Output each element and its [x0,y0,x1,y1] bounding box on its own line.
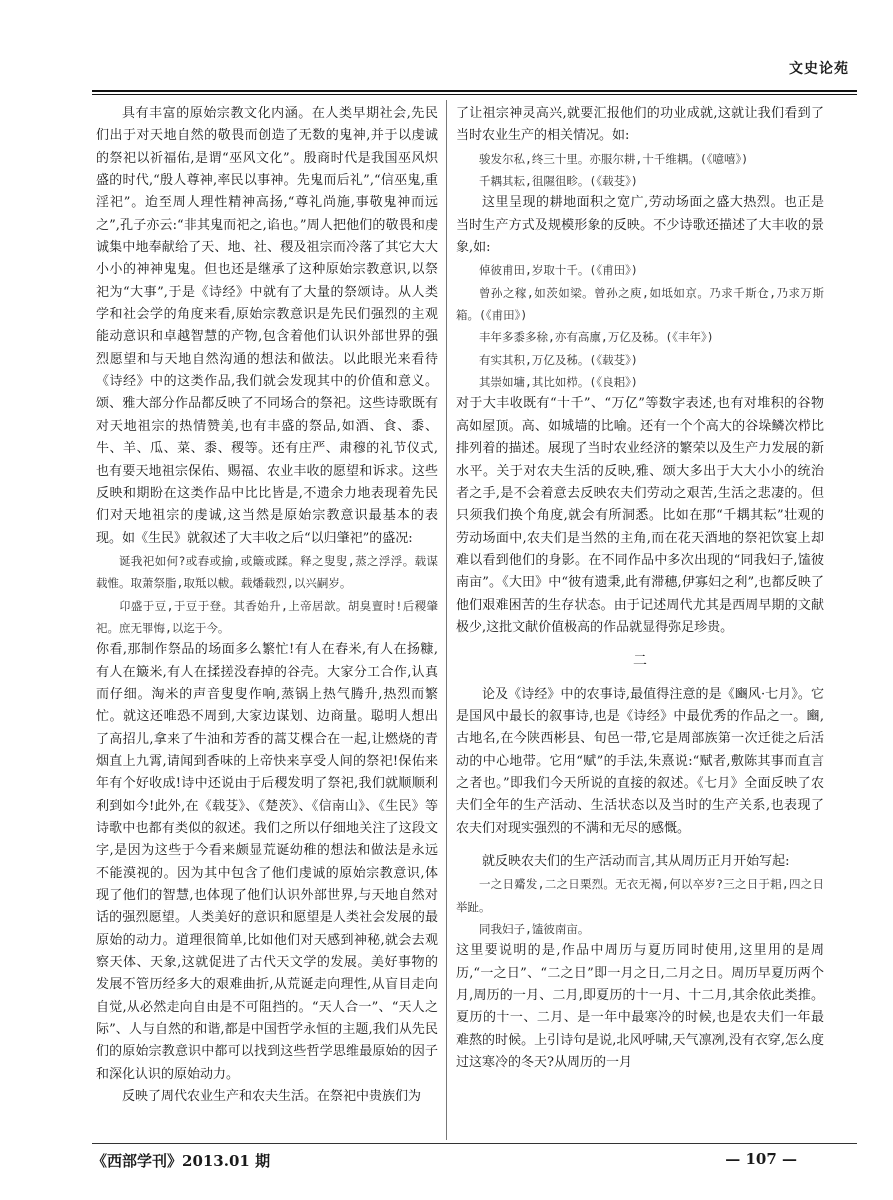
poem-quote: 倬彼甫田,岁取十千。(《甫田》) [479,263,638,278]
poem-quote: 诞我祀如何?或舂或揄,或簸或蹂。释之叟叟,蒸之浮浮。载谋载惟。取萧祭脂,取羝以軷。载燔载烈,以兴嗣岁。 [96,553,438,591]
column-divider [446,100,447,1140]
paragraph: 论及《诗经》中的农事诗,最值得注意的是《豳风·七月》。它是国风中最长的叙事诗,也是《诗经》中最优秀的作品之一。豳,古地名,在今陕西彬县、旬邑一带,它是周部族第一次迁徙之后活动的中心地带。它用“赋”的手法,朱熹说:“赋者,敷陈其事而直言之者也。”即我们今天所说的直接的叙述。《七月》全面反映了农夫们全年的生产活动、生活状态以及当时的生产关系,也表现了农夫们对现实强烈的不满和无尽的感慨。 [456,686,824,836]
poem-quote: 卬盛于豆,于豆于登。其香始升,上帝居歆。胡臭亶时!后稷肇祀。庶无罪悔,以迄于今。 [96,598,438,635]
paragraph: 你看,那制作祭品的场面多么繁忙!有人在舂米,有人在扬糠,有人在簸米,有人在揉搓没舂掉的谷壳。大家分工合作,认真而仔细。淘米的声音叟叟作响,蒸锅上热气腾升,热烈而繁忙。就这还唯恐不周到,大家边谋划、边商量。聪明人想出了高招儿,拿来了牛油和芳香的蒿艾棵合在一起,让燃烧的青烟直上九霄,请闻到香味的上帝快来享受人间的祭祀!保佑来年有个好收成!诗中还说由于后稷发明了祭祀,我们就顺顺利利到如今!此外,在《载芟》、《楚茨》、《信南山》、《生民》等诗歌中也都有类似的叙述。我们之所以仔细地关注了这段文字,是因为这些于今看来颇显荒诞幼稚的想法和做法是永远不能漠视的。因为其中包含了他们虔诚的原始宗教意识,体现了他们的智慧,也体现了他们认识外部世界,与天地自然对话的强烈愿望。人类美好的意识和愿望是人类社会发展的最原始的动力。道理很简单,比如他们对天感到神秘,就会去观察天体、天象,这就促进了古代天文学的发展。美好事物的发展不管历经多大的艰难曲折,从荒诞走向理性,从盲目走向自觉,从必然走向自由是不可阻挡的。“天人合一”、“天人之际”、人与自然的和谐,都是中国哲学永恒的主题,我们从先民们的原始宗教意识中都可以找到这些哲学思维最原始的因子和深化认识的原始动力。 [96,642,438,1082]
footer-rule [92,1143,857,1144]
paragraph: 这里呈现的耕地面积之宽广,劳动场面之盛大热烈。也正是当时生产方式及规模形象的反映。不少诗歌还描述了大丰收的景象,如: [456,195,824,256]
section-label: 文史论苑 [789,61,849,77]
poem-quote: 有实其积,万亿及秭。(《载芟》) [479,352,638,367]
right-column [456,103,824,1074]
page-number: — 107 — [725,1150,797,1168]
paragraph: 反映了周代农业生产和农夫生活。在祭祀中贵族们为 [122,1089,422,1105]
paragraph: 这里要说明的是,作品中周历与夏历同时使用,这里用的是周历,“一之日”、“二之日”即一月之日,二月之日。周历早夏历两个月,周历的一月、二月,即夏历的十一月、十二月,其余依此类推。夏历的十一、二月、是一年中最寒冷的时候,也是农夫们一年最难熬的时候。上引诗句是说,北风呼啸,天气凛冽,没有衣穿,怎么度过这寒冷的冬天?从周历的一月 [456,943,824,1071]
header-rule-thin [92,94,857,95]
poem-quote: 千耦其耘,徂隰徂畛。(《载芟》) [479,174,638,189]
poem-quote: 曾孙之稼,如茨如梁。曾孙之庾,如坻如京。乃求千斯仓,乃求万斯箱。(《甫田》) [456,285,824,323]
paragraph: 了让祖宗神灵高兴,就要汇报他们的功业成就,这就让我们看到了当时农业生产的相关情况。如: [456,106,824,144]
poem-quote: 同我妇子,馌彼南亩。 [479,922,590,937]
poem-quote: 骏发尔私,终三十里。亦服尔耕,十千维耦。(《噫嘻》) [479,151,749,166]
poem-quote: 丰年多黍多稌,亦有高廪,万亿及秭。(《丰年》) [479,330,714,345]
paragraph: 就反映农夫们的生产活动而言,其从周历正月开始写起: [482,854,790,869]
paragraph: 对于大丰收既有“十千”、“万亿”等数字表述,也有对堆积的谷物高如屋顶。高、如城墙的比喻。还有一个个高大的谷垛鳞次栉比排列着的描述。展现了当时农业经济的繁荣以及生产力发展的新水平。关于对农夫生活的反映,雅、颂大多出于大大小小的统治者之手,是不会着意去反映农夫们劳动之艰苦,生活之悲凄的。但只须我们换个角度,就会有所洞悉。比如在那“千耦其耘”壮观的劳动场面中,农夫们是当然的主角,而在花天酒地的祭祀饮宴上却难以看到他们的身影。在不同作品中多次出现的“同我妇子,馌彼南亩”。《大田》中“彼有遗秉,此有滞穗,伊寡妇之利”,也都反映了他们艰难困苦的生存状态。由于记述周代尤其是西周早期的文献极少,这批文献价值极高的作品就显得弥足珍贵。 [456,396,824,635]
journal-issue: 《西部学刊》2013.01 期 [92,1152,271,1170]
header-rule [92,90,857,92]
poem-quote: 一之日觱发,二之日栗烈。无衣无褐,何以卒岁?三之日于耜,四之日举趾。 [456,877,824,914]
poem-quote: 其崇如墉,其比如栉。(《良耜》) [479,375,638,390]
left-column [96,103,438,1108]
section-number: 二 [633,653,647,670]
paragraph: 具有丰富的原始宗教文化内涵。在人类早期社会,先民们出于对天地自然的敬畏而创造了无数的鬼神,并于以虔诚的祭祀以祈福佑,是谓“巫风文化”。殷商时代是我国巫风炽盛的时代,“殷人尊神,率民以事神。先鬼而后礼”,“信巫鬼,重淫祀”。迨至周人理性精神高扬,“尊礼尚施,事敬鬼神而远之”,孔子亦云:“非其鬼而祀之,谄也。”周人把他们的敬畏和虔诚集中地奉献给了天、地、社、稷及祖宗而冷落了其它大大小小的神神鬼鬼。但也还是继承了这种原始宗教意识,以祭祀为“大事”,于是《诗经》中就有了大量的祭颂诗。从人类学和社会学的角度来看,原始宗教意识是先民们强烈的主观能动意识和卓越智慧的产物,包含着他们认识外部世界的强烈愿望和与天地自然沟通的想法和做法。以此眼光来看待《诗经》中的这类作品,我们就会发现其中的价值和意义。颂、雅大部分作品都反映了不同场合的祭祀。这些诗歌既有对天地祖宗的热情赞美,也有丰盛的祭品,如酒、食、黍、牛、羊、瓜、菜、黍、稷等。还有庄严、肃穆的礼节仪式,也有要天地祖宗保佑、赐福、农业丰收的愿望和诉求。这些反映和期盼在这类作品中比比皆是,不遗余力地表现着先民们对天地祖宗的虔诚,这当然是原始宗教意识最基本的表现。如《生民》就叙述了大丰收之后“以归肇祀”的盛况: [96,106,438,546]
